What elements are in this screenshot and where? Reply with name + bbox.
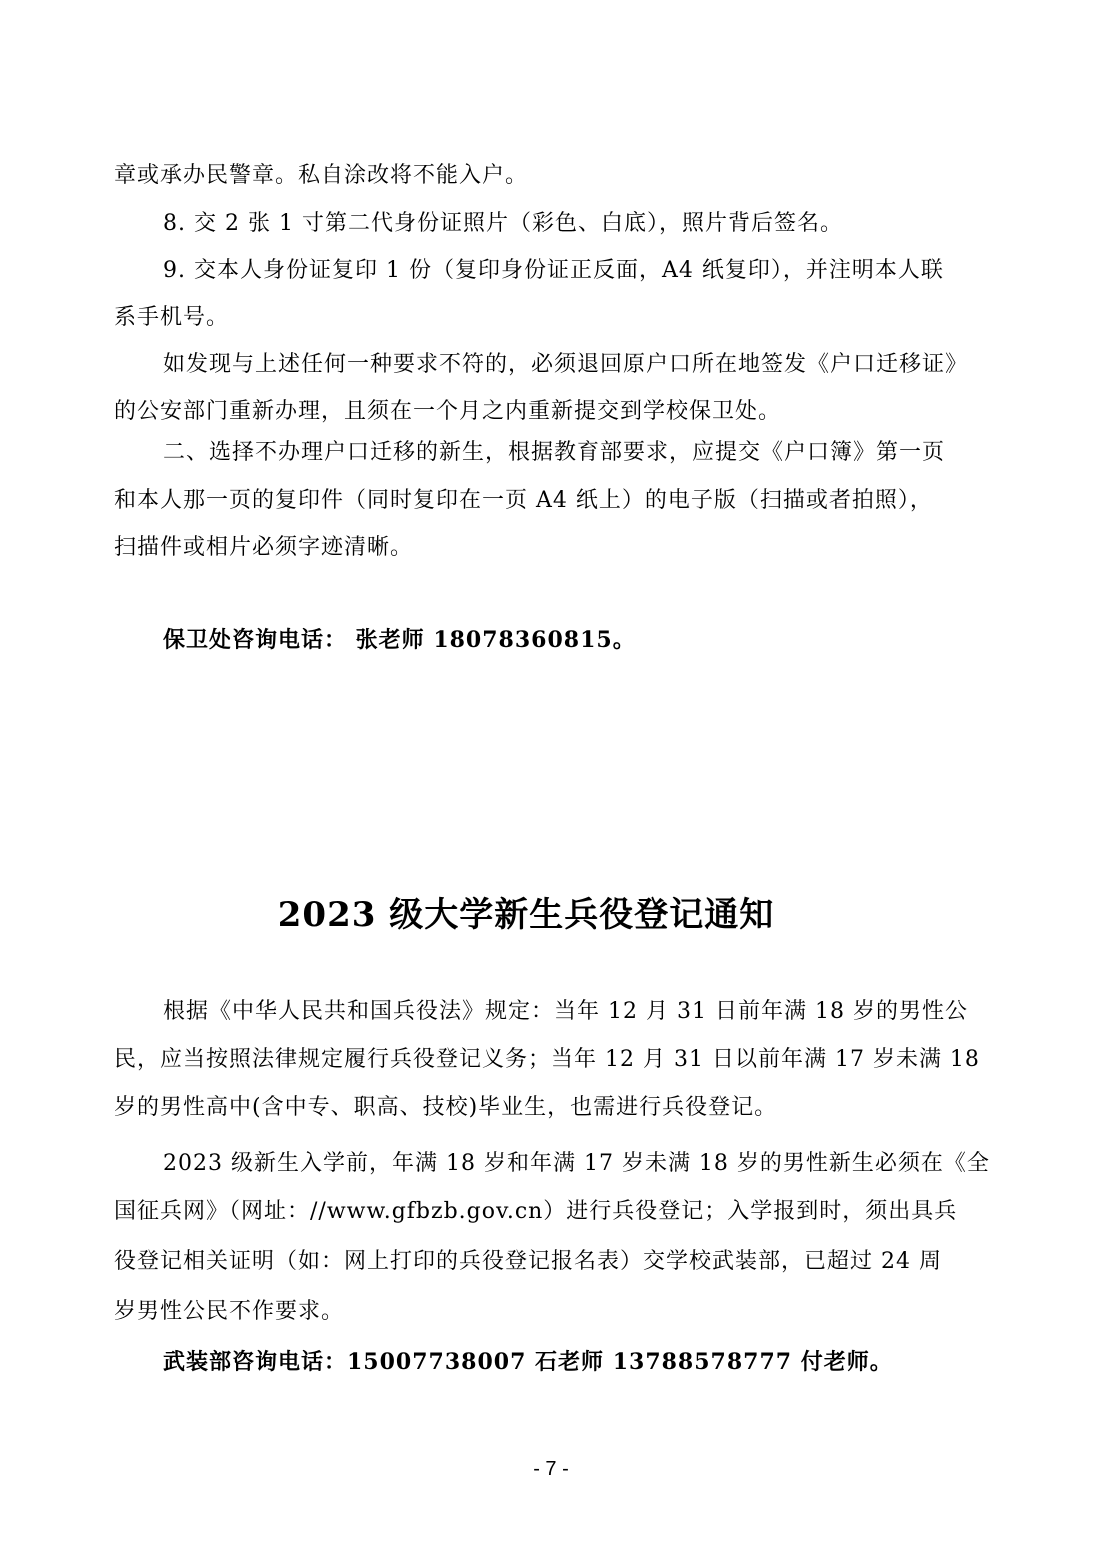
armed-forces-contact: 武装部咨询电话：15007738007 石老师 13788578777 付老师。 (163, 1349, 893, 1375)
paragraph-line: 扫描件或相片必须字迹清晰。 (114, 535, 414, 560)
paragraph-line: 和本人那一页的复印件（同时复印在一页 A4 纸上）的电子版（扫描或者拍照）， (114, 488, 933, 513)
paragraph-line: 根据《中华人民共和国兵役法》规定：当年 12 月 31 日前年满 18 岁的男性公 (163, 999, 968, 1024)
paragraph-line: 如发现与上述任何一种要求不符的，必须退回原户口所在地签发《户口迁移证》 (163, 352, 969, 377)
page-number: - 7 - (533, 1458, 569, 1480)
paragraph-line: 章或承办民警章。私自涂改将不能入户。 (114, 163, 529, 188)
paragraph-line: 二、选择不办理户口迁移的新生，根据教育部要求，应提交《户口簿》第一页 (163, 440, 946, 465)
list-item-9: 9. 交本人身份证复印 1 份（复印身份证正反面，A4 纸复印），并注明本人联 (163, 258, 944, 283)
paragraph-line: 系手机号。 (114, 305, 230, 330)
paragraph-line: 2023 级新生入学前，年满 18 岁和年满 17 岁未满 18 岁的男性新生必须在《全 (163, 1151, 990, 1176)
security-office-contact: 保卫处咨询电话： 张老师 18078360815。 (163, 627, 636, 653)
list-item-8: 8. 交 2 张 1 寸第二代身份证照片（彩色、白底），照片背后签名。 (163, 211, 843, 236)
paragraph-line: 役登记相关证明（如：网上打印的兵役登记报名表）交学校武装部，已超过 24 周 (114, 1249, 942, 1274)
paragraph-line: 的公安部门重新办理，且须在一个月之内重新提交到学校保卫处。 (114, 399, 782, 424)
paragraph-line: 岁男性公民不作要求。 (114, 1299, 345, 1324)
paragraph-line: 民，应当按照法律规定履行兵役登记义务；当年 12 月 31 日以前年满 17 岁未满 18 (114, 1047, 980, 1072)
paragraph-line: 国征兵网》（网址：//www.gfbzb.gov.cn）进行兵役登记；入学报到时，须出具兵 (114, 1199, 958, 1224)
paragraph-line: 岁的男性高中(含中专、职高、技校)毕业生，也需进行兵役登记。 (114, 1095, 778, 1120)
section-title: 2023 级大学新生兵役登记通知 (277, 895, 775, 935)
